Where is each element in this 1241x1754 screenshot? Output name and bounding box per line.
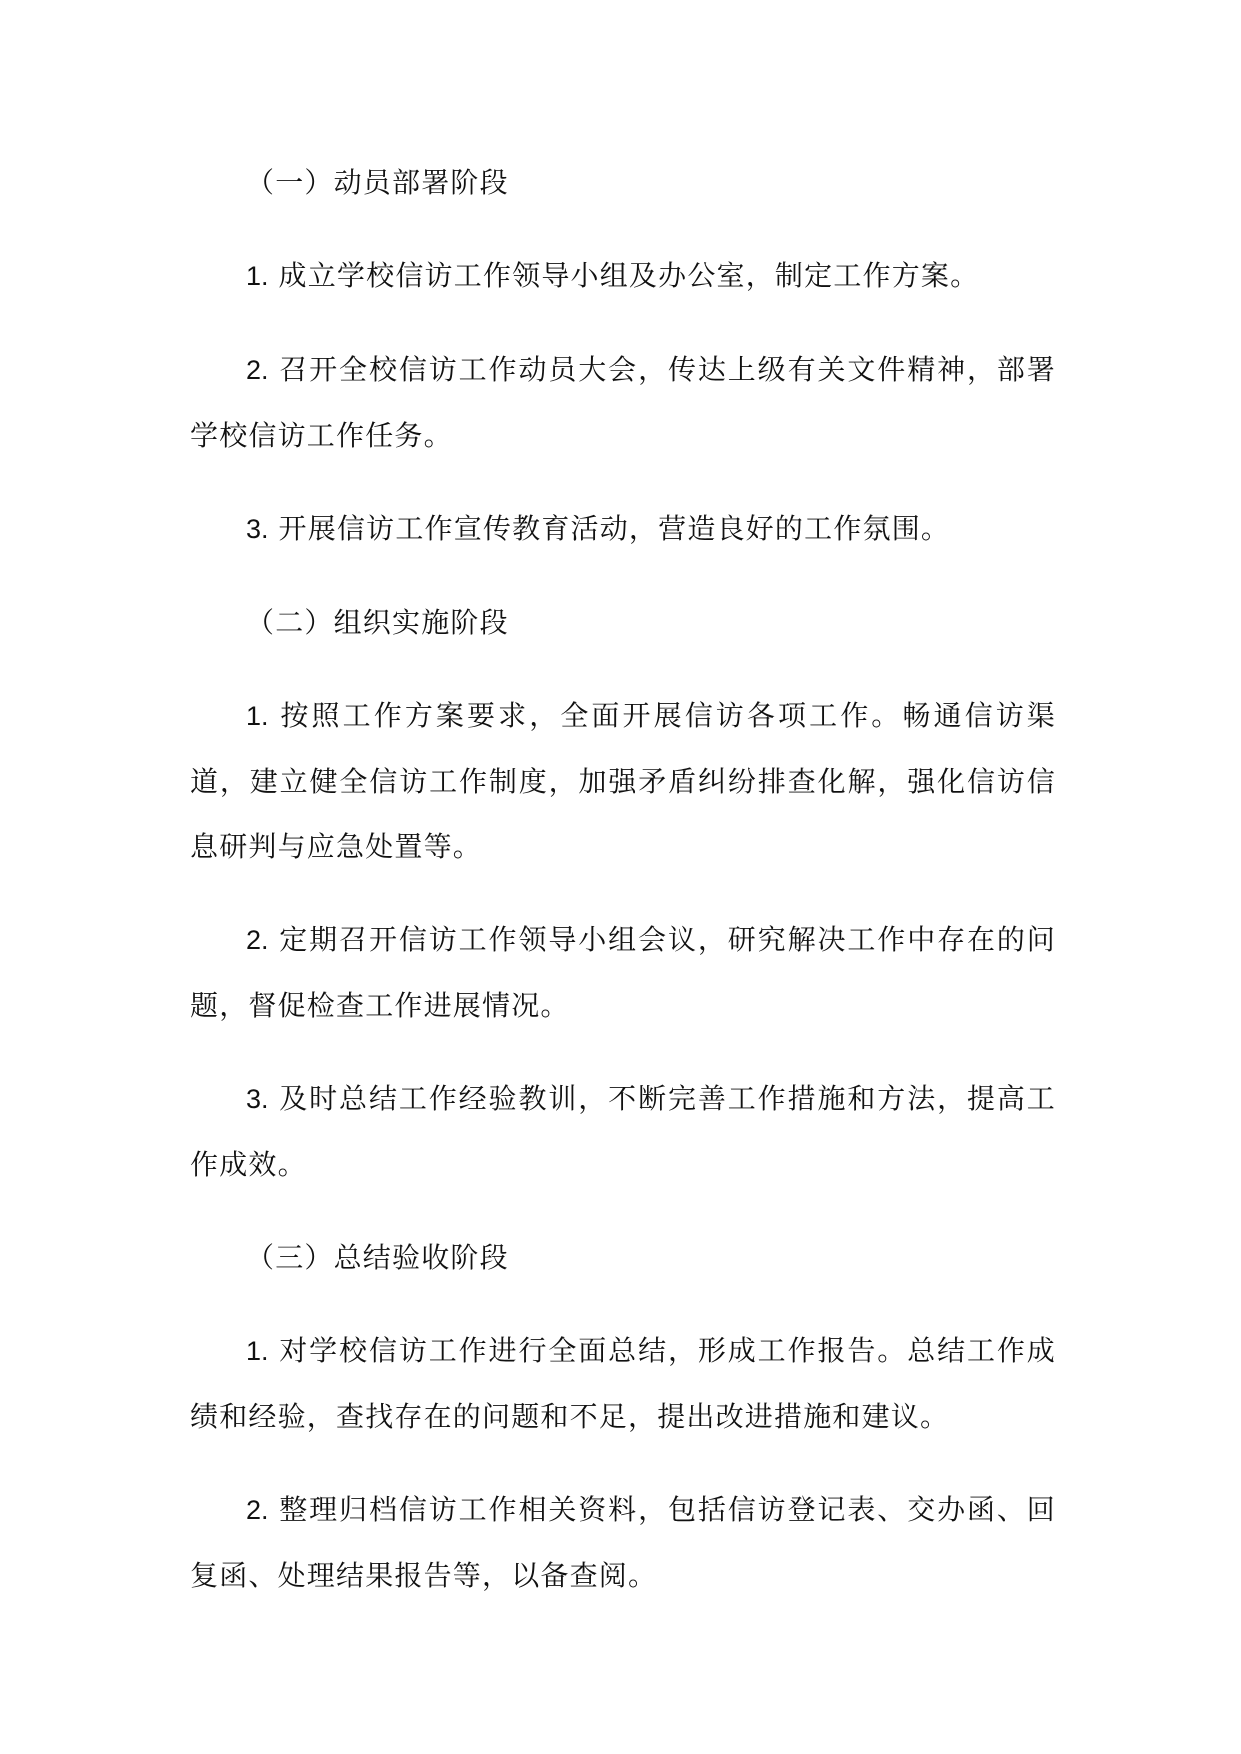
list-item [190, 337, 1056, 468]
list-item [190, 1318, 1056, 1449]
item-text: 整理归档信访工作相关资料，包括信访登记表、交办函、回复函、处理结果报告等，以备查阅。 [190, 1493, 1056, 1592]
list-item [190, 907, 1056, 1038]
list-item [190, 1477, 1056, 1608]
list-item [190, 1066, 1056, 1197]
item-text: 成立学校信访工作领导小组及办公室，制定工作方案。 [278, 259, 980, 292]
section-heading: （三）总结验收阶段 [246, 1241, 509, 1274]
item-number: 1. [246, 261, 269, 291]
item-number: 1. [246, 701, 269, 731]
item-text: 召开全校信访工作动员大会，传达上级有关文件精神，部署学校信访工作任务。 [190, 353, 1056, 452]
item-number: 2. [246, 925, 269, 955]
item-text: 定期召开信访工作领导小组会议，研究解决工作中存在的问题，督促检查工作进展情况。 [190, 923, 1056, 1022]
item-number: 3. [246, 1084, 269, 1114]
item-text: 开展信访工作宣传教育活动，营造良好的工作氛围。 [278, 512, 951, 545]
item-number: 3. [246, 514, 269, 544]
item-number: 2. [246, 1495, 269, 1525]
document-body [190, 150, 1056, 1636]
section-heading: （一）动员部署阶段 [246, 166, 509, 199]
list-item [190, 496, 1056, 562]
item-number: 1. [246, 1336, 269, 1366]
item-text: 按照工作方案要求，全面开展信访各项工作。畅通信访渠道，建立健全信访工作制度，加强矛盾纠纷排查化解，强化信访信息研判与应急处置等。 [190, 699, 1056, 863]
list-item [190, 243, 1056, 309]
section-heading: （二）组织实施阶段 [246, 606, 509, 639]
item-number: 2. [246, 355, 269, 385]
item-text: 及时总结工作经验教训，不断完善工作措施和方法，提高工作成效。 [190, 1082, 1056, 1181]
item-text: 对学校信访工作进行全面总结，形成工作报告。总结工作成绩和经验，查找存在的问题和不足，提出改进措施和建议。 [190, 1334, 1056, 1433]
list-item [190, 683, 1056, 879]
